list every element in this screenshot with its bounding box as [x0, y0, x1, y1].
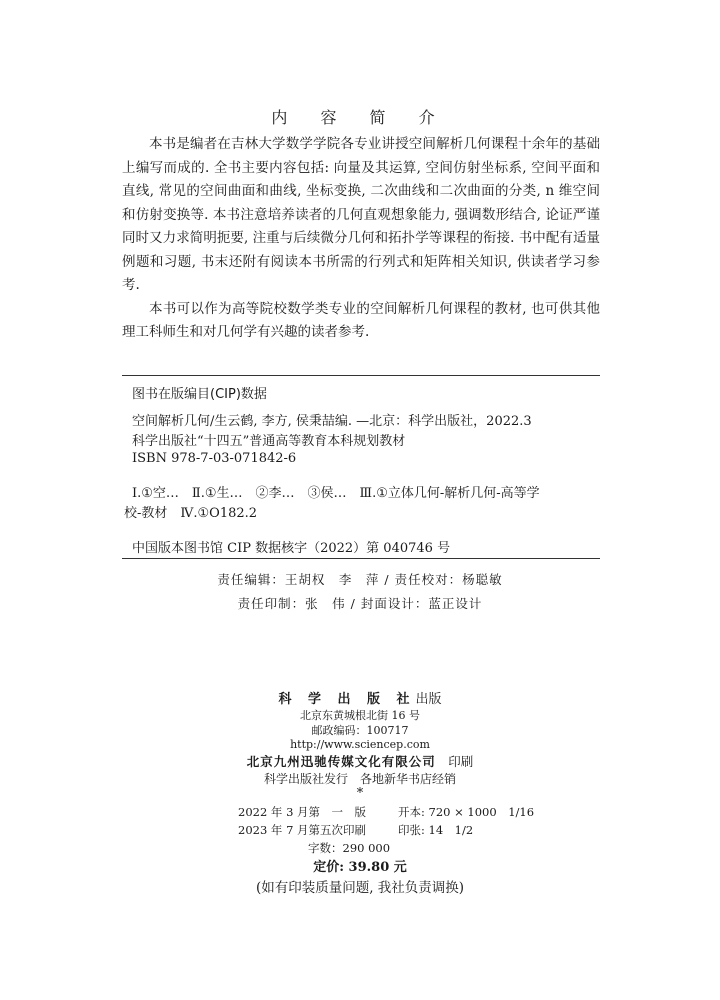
printing-info: 2023 年 7 月第五次印刷: [238, 823, 367, 837]
staff-editors: 责任编辑：王胡权 李 萍 / 责任校对：杨聪敏: [217, 572, 503, 587]
cip-heading: 图书在版编目(CIP)数据: [132, 387, 267, 402]
publisher-address: 北京东黄城根北街 16 号: [300, 709, 420, 722]
summary-section: [122, 133, 600, 345]
summary-paragraph-2: 本书可以作为高等院校数学类专业的空间解析几何课程的教材, 也可供其他理工科师生和对几何学有兴趣的读者参考.: [122, 300, 600, 340]
publisher-zip: 邮政编码：100717: [311, 724, 409, 737]
cip-isbn: ISBN 978-7-03-071842-6: [132, 451, 297, 466]
publisher-line: [0, 688, 720, 707]
publisher-name: 科 学 出 版 社: [278, 692, 416, 707]
price: 定价: 39.80 元: [313, 860, 407, 875]
publisher-suffix: 出版: [415, 692, 442, 707]
printer-suffix: 印刷: [448, 754, 474, 769]
cip-series-line: 科学出版社“十四五”普通高等教育本科规划教材: [132, 434, 406, 449]
edition-info: 2022 年 3 月第 一 版: [238, 805, 367, 819]
cip-title-line: 空间解析几何/生云鹤, 李方, 侯秉喆编. —北京：科学出版社，2022.3: [132, 414, 532, 429]
separator-star: *: [356, 786, 364, 801]
cip-classification-line-1: Ⅰ.①空… Ⅱ.①生… ②李… ③侯… Ⅲ.①立体几何-解析几何-高等学: [132, 486, 540, 501]
word-count: 字数：290 000: [308, 841, 391, 855]
publisher-url: http://www.sciencep.com: [290, 738, 430, 751]
distribution-line: 科学出版社发行 各地新华书店经销: [263, 772, 456, 786]
sheets-info: 印张: 14 1/2: [398, 823, 474, 837]
page-title: 内 容 简 介: [271, 108, 449, 127]
printer-line: [0, 752, 720, 770]
format-info: 开本: 720 × 1000 1/16: [398, 805, 535, 819]
printer-name: 北京九州迅驰传媒文化有限公司: [246, 754, 436, 769]
staff-production: 责任印制：张 伟 / 封面设计：蓝正设计: [237, 596, 483, 611]
quality-note: (如有印装质量问题, 我社负责调换): [255, 880, 465, 896]
cip-classification-line-2: 校-教材 Ⅳ.①O182.2: [124, 506, 258, 521]
divider-top: [122, 375, 600, 376]
cip-number: 中国版本图书馆 CIP 数据核字（2022）第 040746 号: [132, 541, 451, 556]
cip-classification: [124, 484, 600, 524]
divider-bottom: [122, 558, 600, 559]
summary-paragraph-1: 本书是编者在吉林大学数学学院各专业讲授空间解析几何课程十余年的基础上编写而成的. 全书主要内容包括: 向量及其运算, 空间仿射坐标系, 空间平面和直线, 常见的空间曲面和曲线, 坐标变换, 二次曲线和二次曲面的分类, n 维空间和仿射变换等. 本书注意培养读者的几何直观想象能力, 强调数形结合, 论证严谨同时又力求简明扼要, 注重与后续微分几何和拓扑学等课程的衔接. 书中配有适量例题和习题, 书末还附有阅读本书所需的行列式和矩阵相关知识, 供读者学习参考.: [122, 136, 600, 293]
